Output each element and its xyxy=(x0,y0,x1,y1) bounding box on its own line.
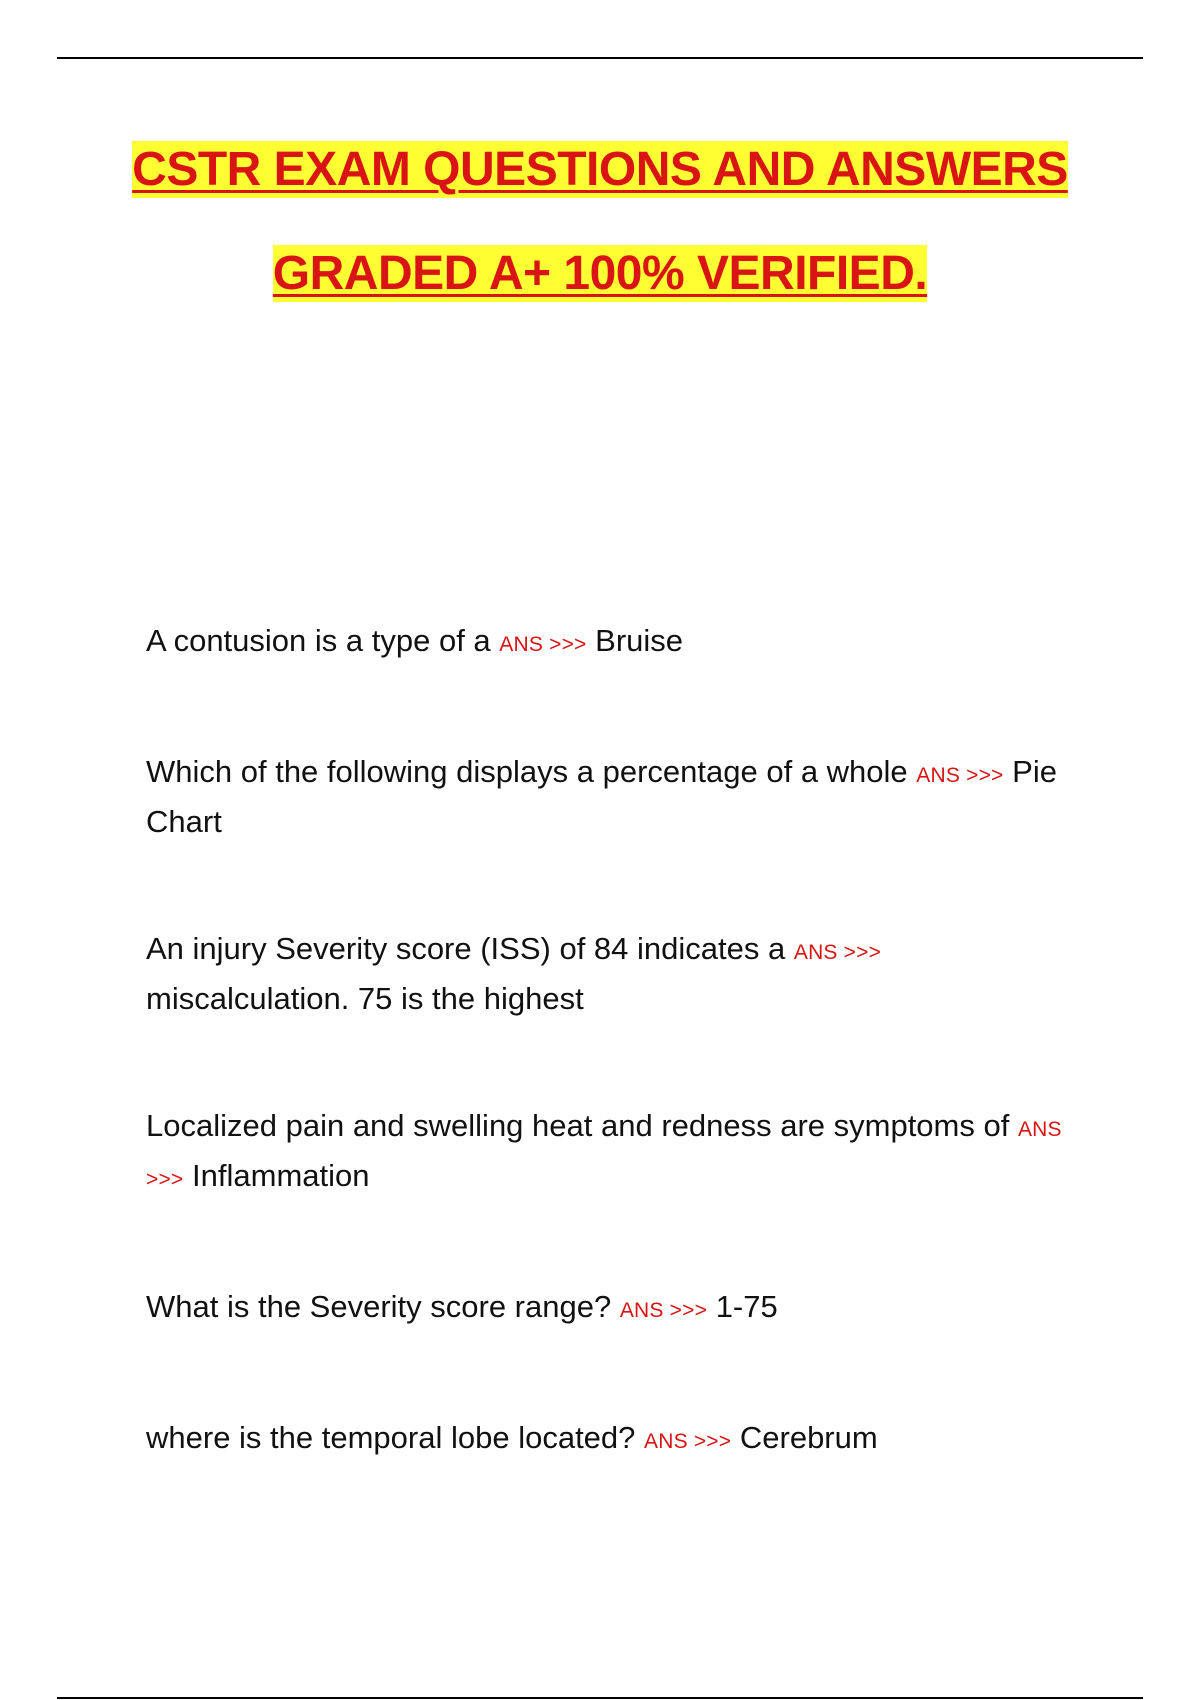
ans-marker: ANS >>> xyxy=(793,941,882,964)
document-title xyxy=(0,140,1200,304)
qa-item xyxy=(146,1103,1086,1203)
ans-marker: ANS >>> xyxy=(916,764,1004,787)
question-text: Which of the following displays a percentage of a whole xyxy=(146,754,908,789)
answer-text: 1-75 xyxy=(715,1289,778,1324)
qa-item xyxy=(146,926,1086,1022)
answer-text: miscalculation. 75 is the highest xyxy=(146,981,584,1016)
qa-item xyxy=(146,1415,1086,1465)
question-text: An injury Severity score (ISS) of 84 indicates a xyxy=(146,931,786,966)
answer-text: Inflammation xyxy=(192,1158,370,1193)
title-line-2: GRADED A+ 100% VERIFIED. xyxy=(272,247,928,300)
ans-marker: ANS >>> xyxy=(644,1430,732,1453)
ans-marker: ANS >>> xyxy=(499,633,587,656)
answer-text: Pie Chart xyxy=(146,754,1057,839)
qa-item xyxy=(146,618,1086,668)
title-line-1: CSTR EXAM QUESTIONS AND ANSWERS xyxy=(132,143,1068,196)
question-text: Localized pain and swelling heat and redness are symptoms of xyxy=(146,1108,1010,1143)
question-text: A contusion is a type of a xyxy=(146,623,491,658)
ans-marker: ANS >>> xyxy=(619,1299,708,1322)
ans-marker: ANS >>> xyxy=(146,1118,1062,1191)
qa-item xyxy=(146,749,1086,845)
answer-text: Bruise xyxy=(595,623,684,658)
top-rule xyxy=(57,57,1143,59)
question-text: where is the temporal lobe located? xyxy=(146,1420,636,1455)
answer-text: Cerebrum xyxy=(739,1420,878,1455)
qa-list xyxy=(146,618,1086,1465)
question-text: What is the Severity score range? xyxy=(146,1289,612,1324)
bottom-rule xyxy=(57,1697,1143,1699)
qa-item xyxy=(146,1284,1086,1334)
